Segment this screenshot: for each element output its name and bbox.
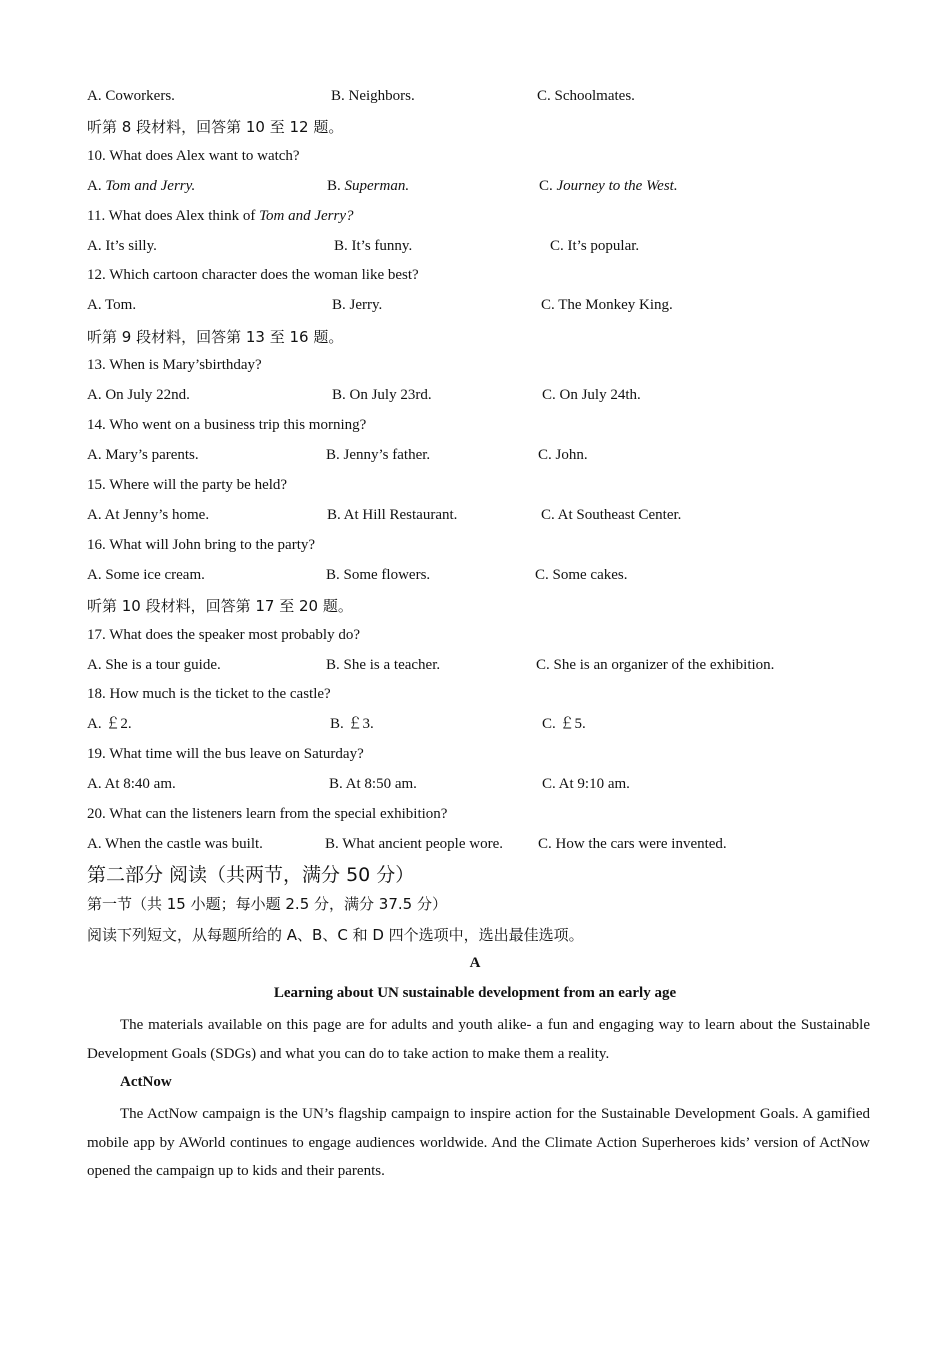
q15-option-c: C. At Southeast Center.	[541, 507, 682, 523]
section-8-header: 听第 8 段材料，回答第 10 至 12 题。	[87, 118, 344, 136]
q14-option-a: A. Mary’s parents.	[87, 447, 199, 463]
q13-option-b: B. On July 23rd.	[332, 387, 432, 403]
reading-instruction: 阅读下列短文，从每题所给的 A、B、C 和 D 四个选项中，选出最佳选项。	[87, 926, 584, 944]
q10-option-a: A. Tom and Jerry.	[87, 178, 196, 194]
actnow-heading: ActNow	[120, 1074, 172, 1090]
q11-option-b: B. It’s funny.	[334, 238, 413, 254]
q18-option-c: C. ￡5.	[542, 716, 586, 732]
q10-stem: 10. What does Alex want to watch?	[87, 148, 300, 164]
q16-option-c: C. Some cakes.	[535, 567, 628, 583]
section-one-heading: 第一节（共 15 小题；每小题 2.5 分，满分 37.5 分）	[87, 895, 447, 913]
q16-stem: 16. What will John bring to the party?	[87, 537, 316, 553]
q13-stem: 13. When is Mary’sbirthday?	[87, 357, 262, 373]
q15-stem: 15. Where will the party be held?	[87, 477, 288, 493]
q12-stem: 12. Which cartoon character does the woman like best?	[87, 267, 419, 283]
q16-option-b: B. Some flowers.	[326, 567, 431, 583]
q11-stem: 11. What does Alex think of Tom and Jerry?	[87, 208, 354, 224]
q18-option-b: B. ￡3.	[330, 716, 374, 732]
q11-option-a: A. It’s silly.	[87, 238, 157, 254]
q10-option-c: C. Journey to the West.	[539, 178, 678, 194]
q15-option-b: B. At Hill Restaurant.	[327, 507, 458, 523]
q19-stem: 19. What time will the bus leave on Saturday?	[87, 746, 364, 762]
q9-option-a: A. Coworkers.	[87, 88, 175, 104]
passage-label: A	[469, 955, 481, 971]
q13-option-c: C. On July 24th.	[542, 387, 641, 403]
section-10-header: 听第 10 段材料，回答第 17 至 20 题。	[87, 597, 353, 615]
q17-option-c: C. She is an organizer of the exhibition.	[536, 657, 775, 673]
q18-stem: 18. How much is the ticket to the castle?	[87, 686, 331, 702]
q16-option-a: A. Some ice cream.	[87, 567, 205, 583]
q20-option-b: B. What ancient people wore.	[325, 836, 503, 852]
q12-option-a: A. Tom.	[87, 297, 137, 313]
q9-option-b: B. Neighbors.	[331, 88, 415, 104]
q17-option-b: B. She is a teacher.	[326, 657, 441, 673]
q20-option-c: C. How the cars were invented.	[538, 836, 727, 852]
q10-option-b: B. Superman.	[327, 178, 410, 194]
passage-title: Learning about UN sustainable development from an early age	[273, 985, 677, 1001]
q9-option-c: C. Schoolmates.	[537, 88, 635, 104]
q13-option-a: A. On July 22nd.	[87, 387, 190, 403]
q17-stem: 17. What does the speaker most probably do?	[87, 627, 360, 643]
actnow-paragraph: The ActNow campaign is the UN’s flagship campaign to inspire action for the Sustainable Development Goals. A gamified mobile app by AWorld continues to engage audiences worldwide. And the Climate Action Superheroes kids’ version of ActNow opened the campaign up to kids and their parents.	[87, 1106, 870, 1179]
q14-option-c: C. John.	[538, 447, 588, 463]
q20-option-a: A. When the castle was built.	[87, 836, 263, 852]
passage-intro-paragraph: The materials available on this page are for adults and youth alike- a fun and engaging way to learn about the Sustainable Development Goals (SDGs) and what you can do to take action to make them a reality.	[87, 1017, 870, 1062]
q19-option-c: C. At 9:10 am.	[542, 776, 630, 792]
section-9-header: 听第 9 段材料，回答第 13 至 16 题。	[87, 328, 344, 346]
q19-option-b: B. At 8:50 am.	[329, 776, 417, 792]
q14-option-b: B. Jenny’s father.	[326, 447, 431, 463]
q12-option-b: B. Jerry.	[332, 297, 383, 313]
q19-option-a: A. At 8:40 am.	[87, 776, 176, 792]
q15-option-a: A. At Jenny’s home.	[87, 507, 210, 523]
q12-option-c: C. The Monkey King.	[541, 297, 673, 313]
q20-stem: 20. What can the listeners learn from the special exhibition?	[87, 806, 448, 822]
q14-stem: 14. Who went on a business trip this morning?	[87, 417, 367, 433]
q17-option-a: A. She is a tour guide.	[87, 657, 221, 673]
q11-option-c: C. It’s popular.	[550, 238, 640, 254]
q18-option-a: A. ￡2.	[87, 716, 132, 732]
part-two-heading: 第二部分 阅读（共两节，满分 50 分）	[87, 864, 415, 886]
